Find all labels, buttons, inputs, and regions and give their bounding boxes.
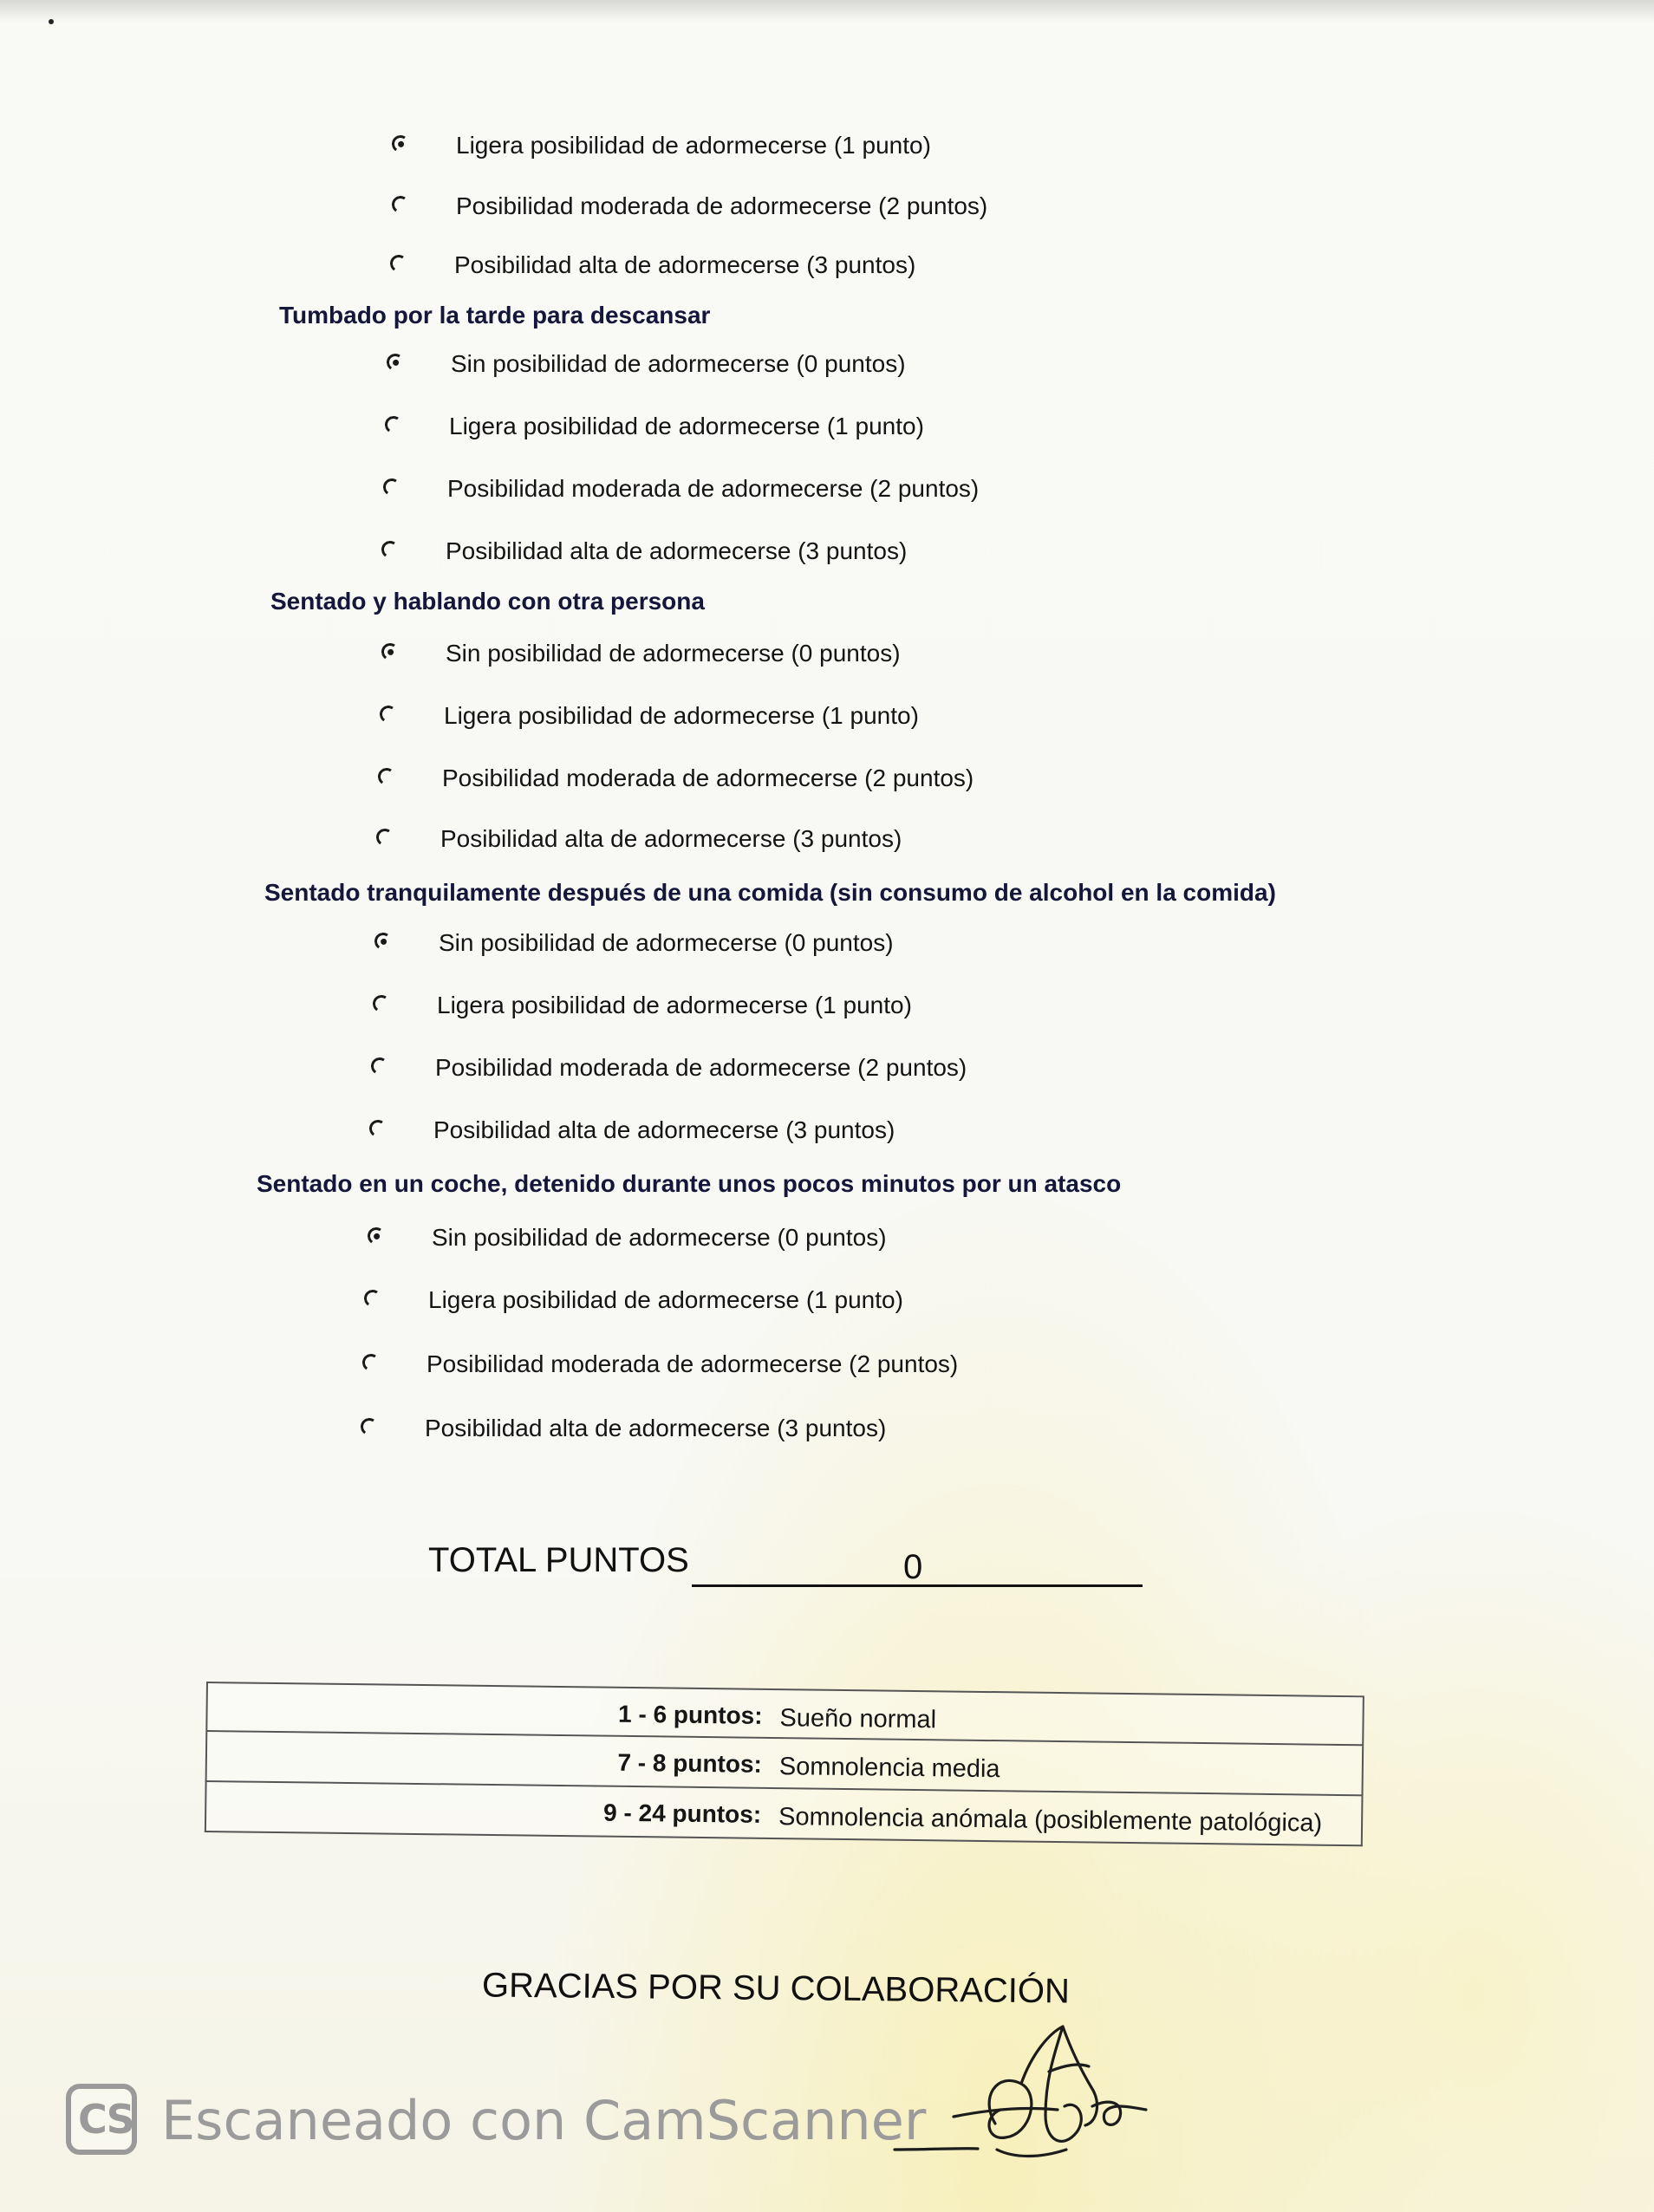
question-title: Sentado y hablando con otra persona [270,588,705,615]
option-label: Ligera posibilidad de adormecerse (1 punto) [449,413,924,439]
radio-button[interactable] [378,704,398,724]
radio-button[interactable] [383,414,403,434]
radio-button-checked[interactable] [390,133,410,153]
score-description: Somnolencia media [778,1753,1000,1784]
watermark-text: Escaneado con CamScanner [161,2089,927,2152]
radio-button[interactable] [390,194,410,214]
total-label: TOTAL PUNTOS [428,1541,689,1579]
option-label: Sin posibilidad de adormecerse (0 puntos) [432,1224,887,1251]
option-label: Ligera posibilidad de adormecerse (1 punto) [444,702,919,729]
option-label: Sin posibilidad de adormecerse (0 puntos) [446,640,901,667]
signature-icon [893,2020,1179,2210]
radio-button[interactable] [359,1416,379,1436]
camscanner-logo-text: CS [78,2096,133,2143]
option-label: Posibilidad alta de adormecerse (3 puntos) [433,1116,895,1143]
option-label: Posibilidad moderada de adormecerse (2 puntos) [442,764,974,791]
option-label: Posibilidad alta de adormecerse (3 puntos) [446,537,908,564]
radio-button[interactable] [361,1352,381,1372]
radio-button[interactable] [371,993,391,1013]
radio-button-checked[interactable] [373,931,393,951]
radio-button-checked[interactable] [366,1226,386,1246]
option-label: Sin posibilidad de adormecerse (0 puntos) [439,929,894,956]
radio-button[interactable] [362,1288,382,1308]
option-label: Ligera posibilidad de adormecerse (1 punto) [428,1286,903,1313]
radio-button[interactable] [368,1118,387,1138]
question-title: Sentado en un coche, detenido durante unos pocos minutos por un atasco [257,1170,1122,1197]
score-description: Sueño normal [779,1704,937,1734]
option-label: Posibilidad moderada de adormecerse (2 puntos) [456,192,988,219]
score-range: 7 - 8 puntos: [617,1748,763,1778]
score-range: 9 - 24 puntos: [602,1799,762,1828]
radio-button[interactable] [369,1056,389,1076]
option-label: Posibilidad moderada de adormecerse (2 puntos) [447,475,980,502]
question-title: Sentado tranquilamente después de una comida (sin consumo de alcohol en la comida) [264,879,1276,906]
option-label: Posibilidad alta de adormecerse (3 puntos) [425,1415,887,1441]
question-title: Tumbado por la tarde para descansar [279,302,711,329]
radio-button[interactable] [374,827,394,847]
thanks-text: GRACIAS POR SU COLABORACIÓN [481,1966,1071,2011]
option-label: Posibilidad alta de adormecerse (3 puntos) [440,825,902,852]
option-label: Ligera posibilidad de adormecerse (1 punto) [456,132,931,159]
option-label: Sin posibilidad de adormecerse (0 puntos) [451,350,906,377]
option-label: Posibilidad alta de adormecerse (3 puntos) [454,251,916,278]
radio-button[interactable] [388,253,408,273]
score-description: Somnolencia anómala (posiblemente patológica) [778,1803,1323,1838]
camscanner-logo-icon [66,2084,137,2155]
score-table [205,1682,1364,1846]
scan-edge-shadow [0,0,1654,23]
option-label: Ligera posibilidad de adormecerse (1 punto) [437,992,912,1018]
ink-speck [49,19,54,24]
radio-button[interactable] [381,477,401,497]
option-label: Posibilidad moderada de adormecerse (2 puntos) [435,1054,967,1081]
total-value: 0 [903,1548,923,1586]
radio-button[interactable] [380,539,400,559]
radio-button-checked[interactable] [385,352,405,372]
score-range: 1 - 6 puntos: [617,1700,763,1729]
option-label: Posibilidad moderada de adormecerse (2 puntos) [427,1350,959,1377]
radio-button-checked[interactable] [380,641,400,661]
radio-button[interactable] [376,766,396,786]
